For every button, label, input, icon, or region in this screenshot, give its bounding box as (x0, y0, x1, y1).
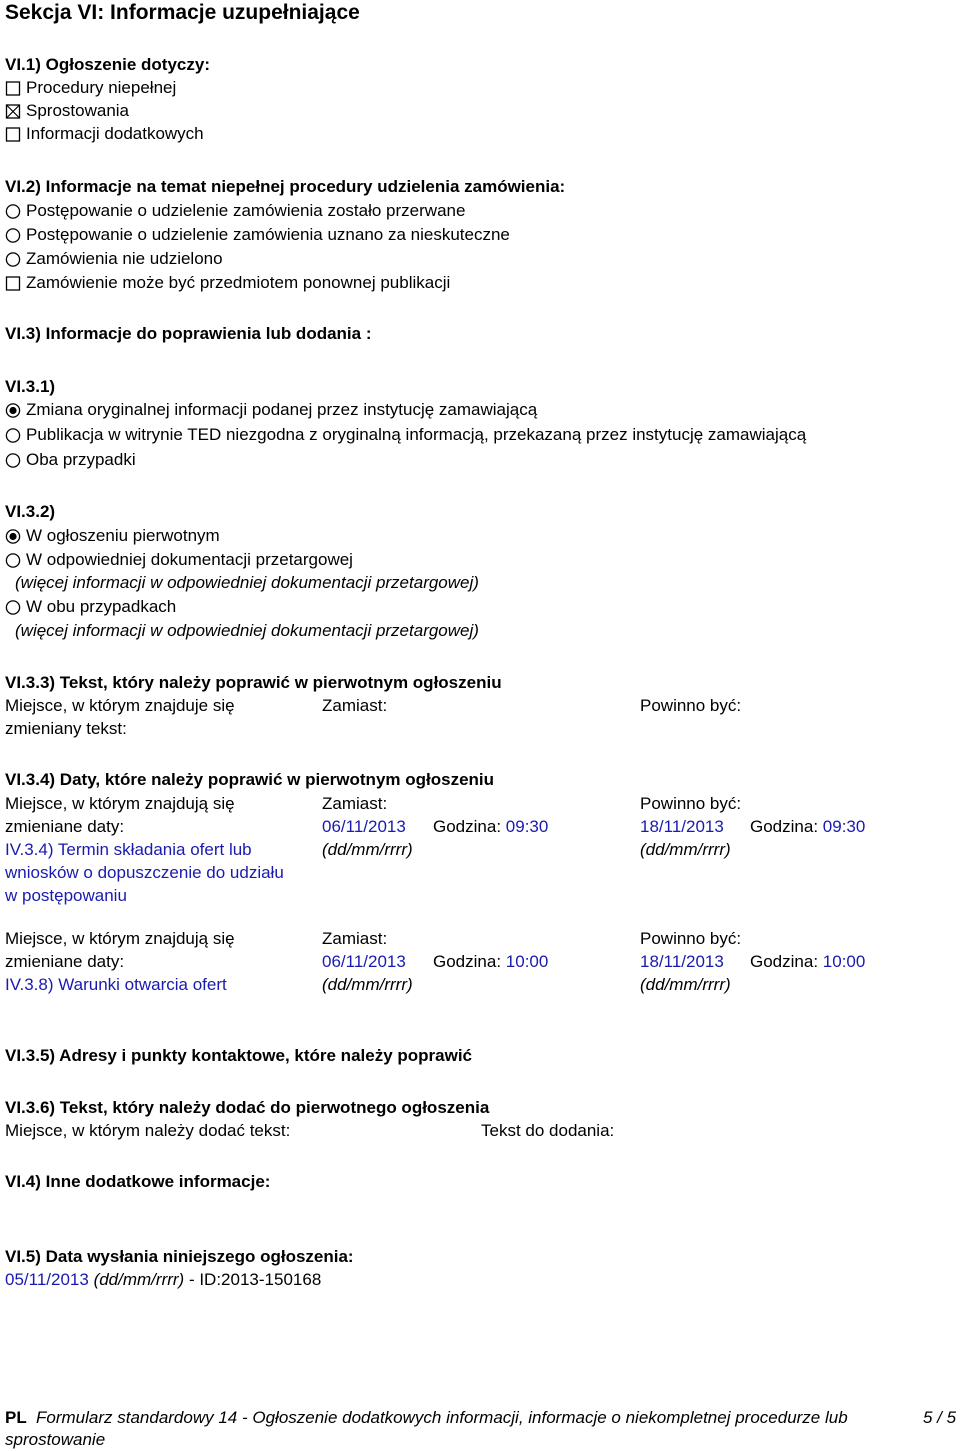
vi2-option-label: Postępowanie o udzielenie zamówienia uznano za nieskuteczne (26, 225, 510, 244)
vi2-checkbox-label: Zamówienie może być przedmiotem ponownej publikacji (26, 273, 451, 292)
radio-empty-icon (5, 427, 21, 443)
vi33-heading: VI.3.3) Tekst, który należy poprawić w pierwotnym ogłoszeniu (5, 673, 502, 692)
old-time (433, 950, 548, 973)
footer-page-number: 5 / 5 (923, 1408, 957, 1427)
radio-empty-icon (5, 452, 21, 468)
radio-empty-icon (5, 227, 21, 243)
time-label: Godzina: (433, 952, 502, 971)
time-value: 10:00 (822, 952, 866, 971)
checkbox-empty-icon (5, 80, 21, 96)
old-date: 06/11/2013 (322, 952, 406, 971)
vi2-option-1 (5, 199, 465, 222)
vi1-option-label: Procedury niepełnej (26, 78, 177, 97)
vi31-option-label: Oba przypadki (26, 450, 136, 469)
vi2-checkbox (5, 271, 450, 294)
vi31-option-2 (5, 423, 806, 446)
vi2-option-label: Zamówienia nie udzielono (26, 249, 223, 268)
vi36-text-label: Tekst do dodania: (481, 1121, 615, 1140)
vi32-heading: VI.3.2) (5, 502, 56, 521)
vi32-option-label: W ogłoszeniu pierwotnym (26, 526, 220, 545)
vi4-heading: VI.4) Inne dodatkowe informacje: (5, 1172, 271, 1191)
vi5-date-line (5, 1268, 321, 1291)
vi31-option-3 (5, 448, 136, 471)
vi1-option-label: Informacji dodatkowych (26, 124, 204, 143)
vi34-instead-label: Zamiast: (322, 929, 388, 948)
vi3-heading: VI.3) Informacje do poprawienia lub dodania : (5, 324, 372, 343)
new-time (750, 815, 865, 838)
vi32-note: (więcej informacji w odpowiedniej dokumentacji przetargowej) (15, 621, 479, 640)
vi31-option-label: Zmiana oryginalnej informacji podanej przez instytucję zamawiającą (26, 400, 538, 419)
vi2-option-2 (5, 223, 510, 246)
vi33-should-label: Powinno być: (640, 696, 742, 715)
radio-empty-icon (5, 251, 21, 267)
location-line: IV.3.8) Warunki otwarcia ofert (5, 975, 227, 994)
radio-empty-icon (5, 203, 21, 219)
vi34-place-label: Miejsce, w którym znajdują się (5, 929, 235, 948)
vi34-place-label-2: zmieniane daty: (5, 817, 125, 836)
new-time (750, 950, 865, 973)
vi1-option-label: Sprostowania (26, 101, 130, 120)
vi1-option-3 (5, 122, 204, 145)
checkbox-empty-icon (5, 126, 21, 142)
vi1-heading: VI.1) Ogłoszenie dotyczy: (5, 55, 210, 74)
vi32-option-2 (5, 548, 353, 571)
vi2-option-3 (5, 247, 223, 270)
date-format: (dd/mm/rrrr) (322, 840, 413, 859)
vi32-option-1 (5, 524, 220, 547)
vi31-option-label: Publikacja w witrynie TED niezgodna z oryginalną informacją, przekazaną przez instytucję zamawiającą (26, 425, 807, 444)
vi31-option-1 (5, 398, 537, 421)
vi36-place-label: Miejsce, w którym należy dodać tekst: (5, 1121, 291, 1140)
date-format: (dd/mm/rrrr) (93, 1270, 185, 1289)
vi32-option-3 (5, 595, 176, 618)
time-label: Godzina: (750, 952, 819, 971)
vi31-heading: VI.3.1) (5, 377, 56, 396)
checkbox-empty-icon (5, 275, 21, 291)
old-date: 06/11/2013 (322, 817, 406, 836)
time-value: 09:30 (505, 817, 549, 836)
vi33-place-label-2: zmieniany tekst: (5, 719, 127, 738)
vi32-option-label: W obu przypadkach (26, 597, 177, 616)
radio-empty-icon (5, 552, 21, 568)
vi34-instead-label: Zamiast: (322, 794, 388, 813)
vi34-should-label: Powinno być: (640, 794, 742, 813)
notice-id: - ID:2013-150168 (188, 1270, 322, 1289)
time-value: 10:00 (505, 952, 549, 971)
vi2-heading: VI.2) Informacje na temat niepełnej procedury udzielenia zamówienia: (5, 177, 566, 196)
dispatch-date: 05/11/2013 (5, 1270, 89, 1289)
vi2-option-label: Postępowanie o udzielenie zamówienia zostało przerwane (26, 201, 466, 220)
location-line: IV.3.4) Termin składania ofert lub (5, 840, 252, 859)
radio-selected-icon (5, 528, 21, 544)
vi34-place-label-2: zmieniane daty: (5, 952, 125, 971)
vi34-place-label: Miejsce, w którym znajdują się (5, 794, 235, 813)
date-format: (dd/mm/rrrr) (640, 840, 731, 859)
new-date: 18/11/2013 (640, 817, 724, 836)
vi35-heading: VI.3.5) Adresy i punkty kontaktowe, które należy poprawić (5, 1046, 473, 1065)
footer-lang-code: PL (5, 1408, 27, 1427)
vi33-place-label: Miejsce, w którym znajduje się (5, 696, 235, 715)
vi5-heading: VI.5) Data wysłania niniejszego ogłoszenia: (5, 1247, 354, 1266)
checkbox-checked-icon (5, 103, 21, 119)
time-label: Godzina: (433, 817, 502, 836)
radio-empty-icon (5, 599, 21, 615)
new-date: 18/11/2013 (640, 952, 724, 971)
footer-lang (5, 1406, 27, 1429)
date-format: (dd/mm/rrrr) (640, 975, 731, 994)
section-title: Sekcja VI: Informacje uzupełniające (5, 1, 360, 24)
vi34-heading: VI.3.4) Daty, które należy poprawić w pierwotnym ogłoszeniu (5, 770, 495, 789)
time-value: 09:30 (822, 817, 866, 836)
location-line: w postępowaniu (5, 886, 127, 905)
date-format: (dd/mm/rrrr) (322, 975, 413, 994)
vi32-option-label: W odpowiedniej dokumentacji przetargowej (26, 550, 353, 569)
vi1-option-2 (5, 99, 129, 122)
time-label: Godzina: (750, 817, 819, 836)
footer-form-title: Formularz standardowy 14 - Ogłoszenie dodatkowych informacji, informacje o niekompletnej procedurze lub (36, 1408, 848, 1427)
old-time (433, 815, 548, 838)
radio-selected-icon (5, 402, 21, 418)
vi33-instead-label: Zamiast: (322, 696, 388, 715)
vi34-should-label: Powinno być: (640, 929, 742, 948)
vi1-option-1 (5, 76, 176, 99)
location-line: wniosków o dopuszczenie do udziału (5, 863, 284, 882)
footer-form-title-2: sprostowanie (5, 1430, 106, 1449)
vi36-heading: VI.3.6) Tekst, który należy dodać do pierwotnego ogłoszenia (5, 1098, 490, 1117)
vi32-note: (więcej informacji w odpowiedniej dokumentacji przetargowej) (15, 573, 479, 592)
